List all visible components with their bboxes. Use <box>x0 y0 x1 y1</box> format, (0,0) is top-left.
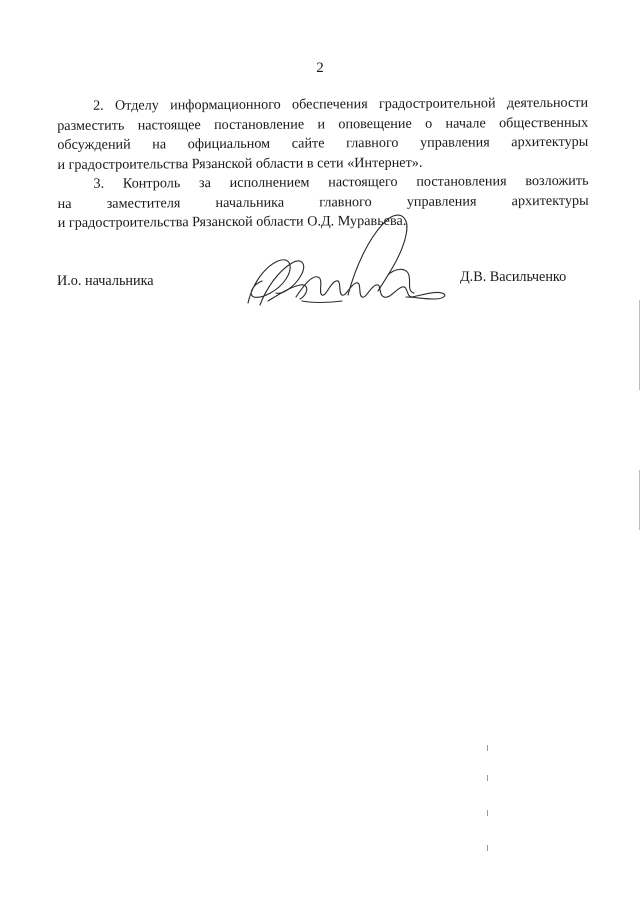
signer-name: Д.В. Васильченко <box>460 269 567 285</box>
paragraph-line: разместить настоящее постановление и оповещение о начале общественных <box>57 114 589 134</box>
paragraph-line: обсуждений на официальном сайте главного управления архитектуры <box>57 133 589 153</box>
scan-artifact <box>487 745 488 751</box>
page-number: 2 <box>316 60 324 76</box>
scan-artifact <box>487 775 488 781</box>
paragraph-line: 2. Отделу информационного обеспечения градостроительной деятельности <box>93 94 589 114</box>
paragraph-2 <box>57 94 588 175</box>
paragraph-line: 3. Контроль за исполнением настоящего постановления возложить <box>93 172 589 192</box>
paragraph-line: на заместителя начальника главного управления архитектуры <box>57 192 589 212</box>
scan-artifact <box>487 810 488 816</box>
paragraph-line: и градостроительства Рязанской области О.Д. Муравьева. <box>57 212 407 231</box>
paragraph-line: и градостроительства Рязанской области в сети «Интернет». <box>57 154 423 173</box>
signer-title: И.о. начальника <box>57 273 154 289</box>
handwritten-signature <box>238 205 458 315</box>
scan-artifact <box>487 845 488 851</box>
